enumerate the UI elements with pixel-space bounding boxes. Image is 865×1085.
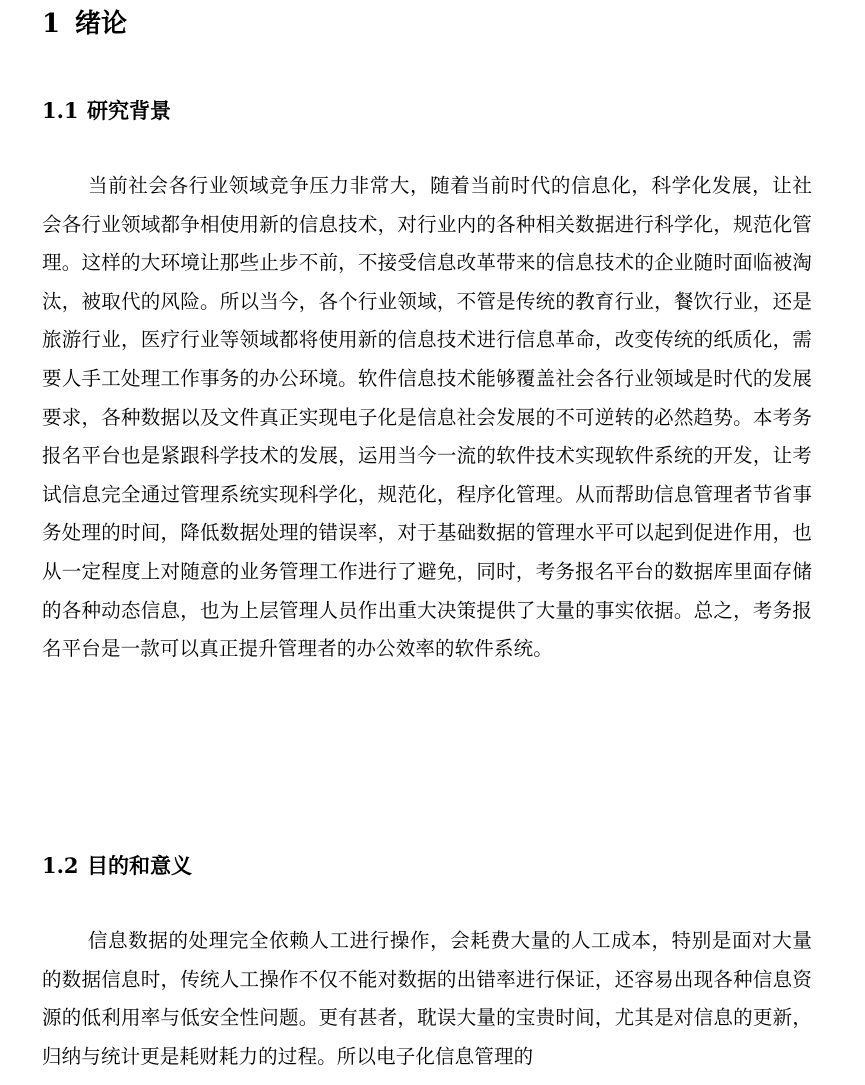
section-1-2-paragraph: 信息数据的处理完全依赖人工进行操作，会耗费大量的人工成本，特别是面对大量的数据信息时，传统人工操作不仅不能对数据的出错率进行保证，还容易出现各种信息资源的低利用率与低安全性问题。更有甚者，耽误大量的宝贵时间，尤其是对信息的更新，归纳与统计更是耗财耗力的过程。所以电子化信息管理的 bbox=[42, 929, 812, 1068]
section-title: 目的和意义 bbox=[87, 853, 192, 878]
section-title: 研究背景 bbox=[87, 98, 171, 123]
section-heading-1-2 bbox=[42, 849, 192, 883]
chapter-number: 1 bbox=[42, 9, 61, 39]
section-number: 1.1 bbox=[42, 98, 79, 123]
section-1-1-paragraph: 当前社会各行业领域竞争压力非常大，随着当前时代的信息化，科学化发展，让社会各行业领域都争相使用新的信息技术，对行业内的各种相关数据进行科学化，规范化管理。这样的大环境让那些止步不前，不接受信息改革带来的信息技术的企业随时面临被淘汰，被取代的风险。所以当今，各个行业领域，不管是传统的教育行业，餐饮行业，还是旅游行业，医疗行业等领域都将使用新的信息技术进行信息革命，改变传统的纸质化，需要人手工处理工作事务的办公环境。软件信息技术能够覆盖社会各行业领域是时代的发展要求，各种数据以及文件真正实现电子化是信息社会发展的不可逆转的必然趋势。本考务报名平台也是紧跟科学技术的发展，运用当今一流的软件技术实现软件系统的开发，让考试信息完全通过管理系统实现科学化，规范化，程序化管理。从而帮助信息管理者节省事务处理的时间，降低数据处理的错误率，对于基础数据的管理水平可以起到促进作用，也从一定程度上对随意的业务管理工作进行了避免，同时，考务报名平台的数据库里面存储的各种动态信息，也为上层管理人员作出重大决策提供了大量的事实依据。总之，考务报名平台是一款可以真正提升管理者的办公效率的软件系统。 bbox=[42, 174, 812, 661]
chapter-title: 绪论 bbox=[75, 9, 128, 39]
chapter-heading bbox=[42, 4, 127, 44]
section-number: 1.2 bbox=[42, 853, 79, 878]
section-heading-1-1 bbox=[42, 94, 171, 128]
